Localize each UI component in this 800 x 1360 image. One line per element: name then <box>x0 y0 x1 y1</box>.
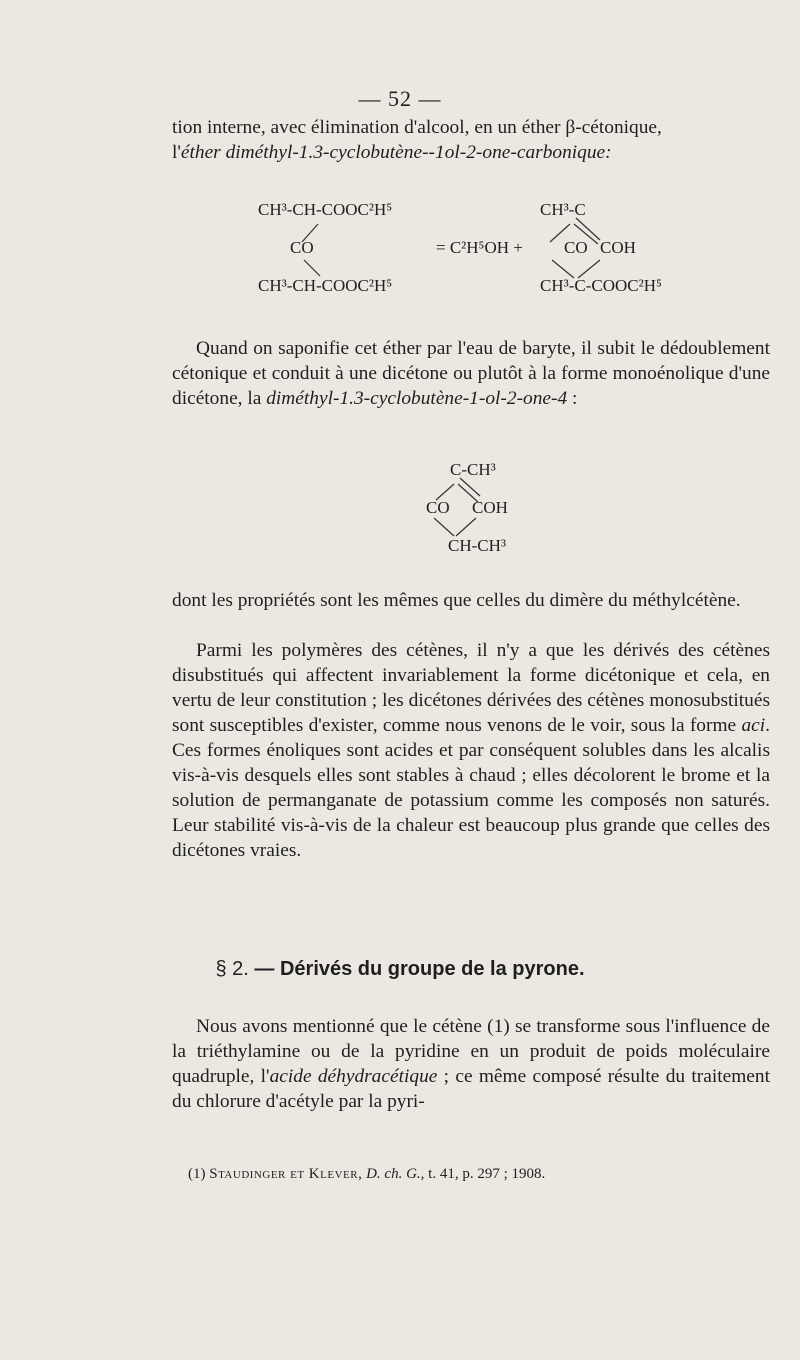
paragraph-dimer: dont les propriétés sont les mêmes que celles du dimère du méthylcétène. <box>172 590 741 611</box>
footnote <box>188 1166 748 1183</box>
footnote-journal: D. ch. G., <box>366 1166 425 1182</box>
dehydracetic-acid: acide déhydracétique <box>269 1066 438 1087</box>
footnote-authors: Staudinger et Klever, <box>209 1166 363 1182</box>
ether-name: éther diméthyl-1.3-cyclobutène--1ol-2-one-carbonique: <box>180 142 612 163</box>
footnote-ref: t. 41, p. 297 ; 1908. <box>428 1166 546 1182</box>
f2-mid-left: CO <box>426 498 450 517</box>
section-number: § 2. <box>215 958 249 980</box>
page-number: — 52 — <box>358 86 442 111</box>
intro-line-2: l'éther diméthyl-1.3-cyclobutène--1ol-2-one-carbonique: <box>172 142 612 163</box>
paragraph-saponification: Quand on saponifie cet éther par l'eau de baryte, il subit le dédoublement cétonique et conduit à une dicétone ou plutôt à la forme monoénolique d'une dicétone, la diméthyl-1.3-cyclobutène-1-ol-2-one-4 : <box>172 338 770 409</box>
dicetone-name: diméthyl-1.3-cyclobutène-1-ol-2-one-4 <box>266 388 568 409</box>
section-heading <box>0 958 800 981</box>
formula-ether-condensation <box>258 200 678 300</box>
f2-mid-right: COH <box>472 498 508 517</box>
f2-bot: CH-CH³ <box>448 536 506 555</box>
right-bot-group: CH³-C-COOC²H⁵ <box>540 276 662 295</box>
f2-top: C-CH³ <box>450 460 496 479</box>
right-top-group: CH³-C <box>540 200 586 219</box>
left-top-group: CH³-CH-COOC²H⁵ <box>258 200 393 219</box>
section-title: — Dérivés du groupe de la pyrone. <box>254 958 585 980</box>
right-mid-left: CO <box>564 238 588 257</box>
intro-line-1: tion interne, avec élimination d'alcool, en un éther β-cétonique, <box>172 117 662 138</box>
paragraph-polymers: Parmi les polymères des cétènes, il n'y a que les dérivés des cétènes disubstitués qui affectent invariablement la forme dicétonique et cela, en vertu de leur constitution ; les dicétones dérivées des cétènes monosubstitués sont susceptibles d'exister, comme nous venons de le voir, sous la forme aci. Ces formes énoliques sont acides et par conséquent solubles dans les alcalis vis-à-vis desquels elles sont stables à chaud ; elles décolorent le brome et la solution de permanganate de potassium comme les composés non saturés. Leur stabilité vis-à-vis de la chaleur est beaucoup plus grande que celles des dicétones vraies. <box>172 640 770 861</box>
left-bot-group: CH³-CH-COOC²H⁵ <box>258 276 393 295</box>
formula-cyclobutenolone <box>426 460 556 560</box>
equals-ethanol: = C²H⁵OH + <box>436 238 523 257</box>
footnote-marker: (1) <box>188 1166 206 1182</box>
intro-paragraph <box>172 115 770 165</box>
aci-form: aci <box>741 715 766 736</box>
right-mid-right: COH <box>600 238 636 257</box>
paragraph-pyrone: Nous avons mentionné que le cétène (1) se transforme sous l'influence de la triéthylamine ou de la pyridine en un produit de poids moléculaire quadruple, l'acide déhydracétique ; ce même composé résulte du traitement du chlorure d'acétyle par la pyri- <box>172 1016 770 1112</box>
left-mid-group: CO <box>290 238 314 257</box>
